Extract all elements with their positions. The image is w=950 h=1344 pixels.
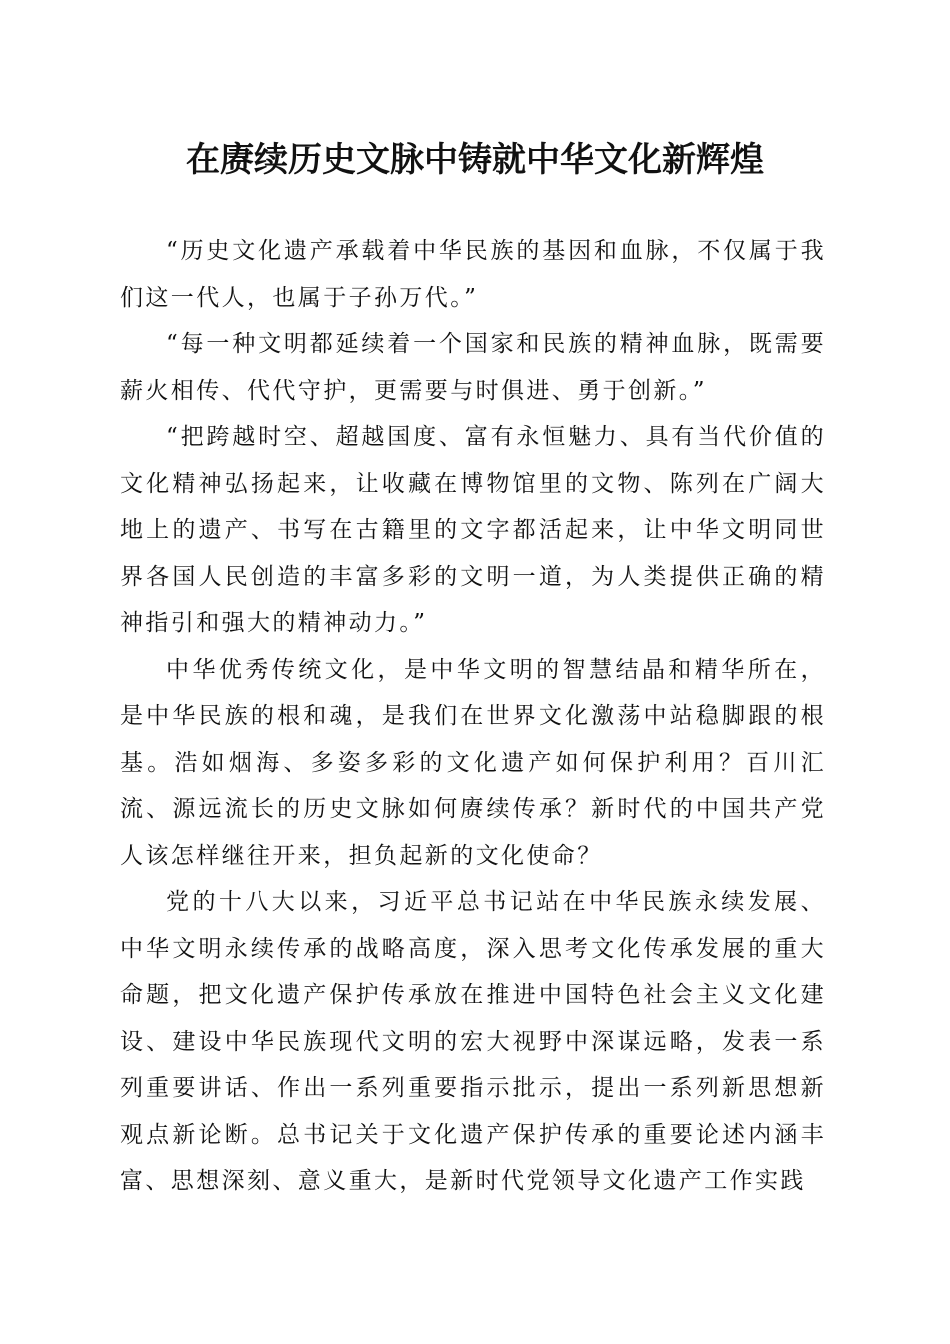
- paragraph-5: 党的十八大以来，习近平总书记站在中华民族永续发展、中华文明永续传承的战略高度，深入思考文化传承发展的重大命题，把文化遗产保护传承放在推进中国特色社会主义文化建设、建设中华民族现代文明的宏大视野中深谋远略，发表一系列重要讲话、作出一系列重要指示批示，提出一系列新思想新观点新论断。总书记关于文化遗产保护传承的重要论述内涵丰富、思想深刻、意义重大，是新时代党领导文化遗产工作实践: [120, 889, 826, 1194]
- paragraph-1: “历史文化遗产承载着中华民族的基因和血脉，不仅属于我们这一代人，也属于子孙万代。”: [120, 238, 826, 311]
- document-title: 在赓续历史文脉中铸就中华文化新辉煌: [186, 140, 764, 180]
- paragraph-4: 中华优秀传统文化，是中华文明的智慧结晶和精华所在，是中华民族的根和魂，是我们在世界文化激荡中站稳脚跟的根基。浩如烟海、多姿多彩的文化遗产如何保护利用？百川汇流、源远流长的历史文脉如何赓续传承？新时代的中国共产党人该怎样继往开来，担负起新的文化使命？: [120, 656, 826, 869]
- paragraph-3: “把跨越时空、超越国度、富有永恒魅力、具有当代价值的文化精神弘扬起来，让收藏在博物馆里的文物、陈列在广阔大地上的遗产、书写在古籍里的文字都活起来，让中华文明同世界各国人民创造的丰富多彩的文明一道，为人类提供正确的精神指引和强大的精神动力。”: [120, 424, 826, 636]
- paragraph-2: “每一种文明都延续着一个国家和民族的精神血脉，既需要薪火相传、代代守护，更需要与时俱进、勇于创新。”: [120, 331, 826, 404]
- document-body: [120, 228, 826, 1205]
